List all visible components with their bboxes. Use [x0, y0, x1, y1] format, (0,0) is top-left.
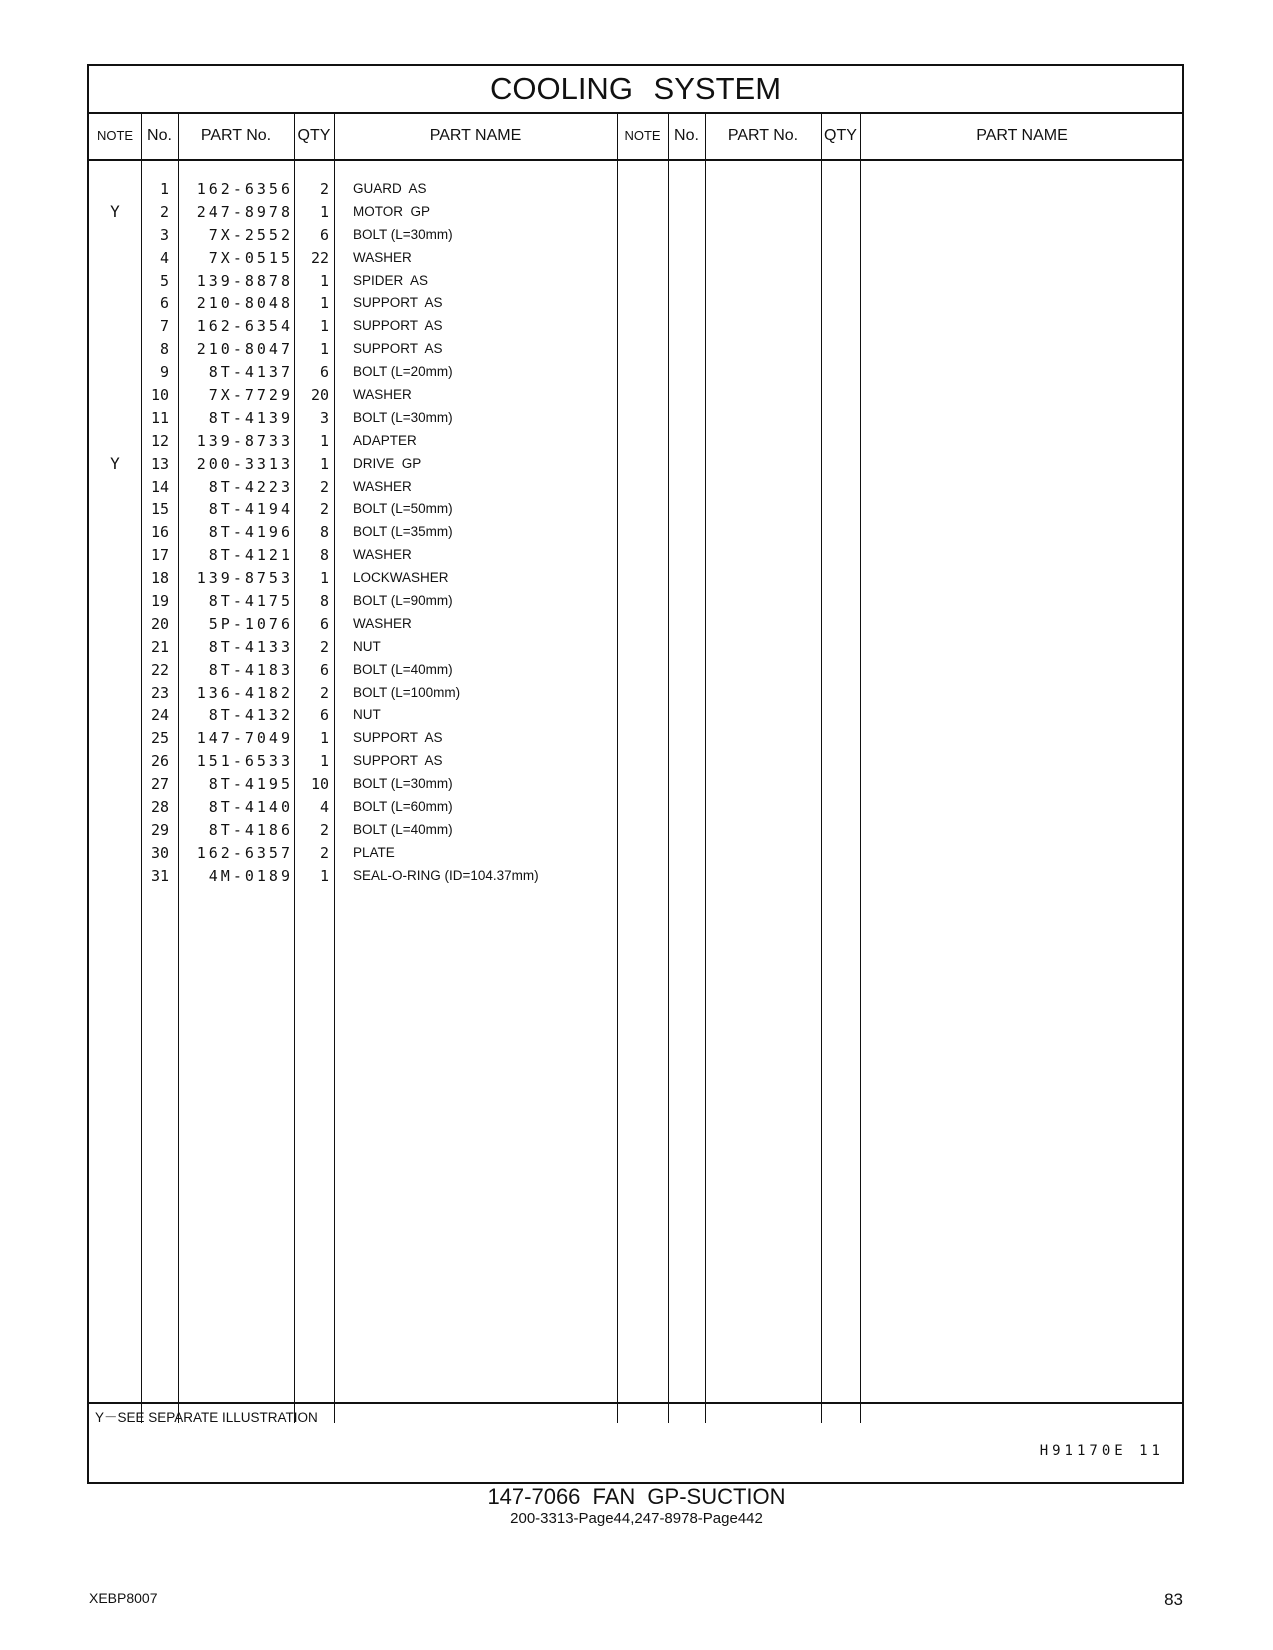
part-name: WASHER	[353, 387, 412, 403]
part-qty: 2	[319, 500, 329, 519]
part-number: 7X-7729	[208, 386, 293, 405]
table-row	[89, 727, 1186, 750]
part-note	[89, 704, 141, 727]
part-name: BOLT (L=100mm)	[353, 684, 461, 700]
part-qty: 1	[319, 202, 329, 221]
part-name: SUPPORT AS	[353, 753, 443, 769]
part-number: 8T-4183	[208, 660, 293, 679]
header-part-no-right: PART No.	[727, 127, 799, 144]
part-name: MOTOR GP	[353, 203, 431, 219]
part-qty: 4	[319, 798, 329, 817]
part-item-no: 25	[150, 729, 169, 748]
part-number: 5P-1076	[208, 614, 293, 633]
page-number: 83	[1164, 1590, 1183, 1609]
part-qty: 22	[310, 248, 329, 267]
page-title: COOLING SYSTEM	[89, 66, 1182, 114]
part-note	[89, 727, 141, 750]
part-item-no: 27	[150, 775, 169, 794]
part-note	[89, 361, 141, 384]
part-number: 200-3313	[196, 454, 293, 473]
part-qty: 3	[319, 408, 329, 427]
table-row	[89, 361, 1186, 384]
part-name: NUT	[353, 638, 381, 654]
part-note	[89, 682, 141, 705]
header-part-name-right: PART NAME	[976, 127, 1068, 144]
part-item-no: 9	[159, 363, 169, 382]
part-item-no: 29	[150, 820, 169, 839]
table-row	[89, 613, 1186, 636]
part-qty: 1	[319, 431, 329, 450]
part-note	[89, 819, 141, 842]
part-number: 147-7049	[196, 729, 293, 748]
part-item-no: 26	[150, 752, 169, 771]
part-note	[89, 338, 141, 361]
part-name: SPIDER AS	[353, 272, 429, 288]
table-row	[89, 521, 1186, 544]
part-item-no: 22	[150, 660, 169, 679]
part-qty: 6	[319, 706, 329, 725]
part-note	[89, 521, 141, 544]
part-name: GUARD AS	[353, 181, 427, 196]
header-qty-right: QTY	[824, 127, 857, 144]
part-number: 162-6356	[196, 180, 293, 198]
part-note	[89, 476, 141, 499]
part-qty: 8	[319, 592, 329, 611]
part-number: 8T-4121	[208, 546, 293, 565]
table-row	[89, 865, 1186, 888]
table-row	[89, 430, 1186, 453]
part-note	[89, 430, 141, 453]
table-row	[89, 498, 1186, 521]
header-no-right: No.	[674, 127, 699, 144]
part-number: 8T-4175	[208, 592, 293, 611]
table-row	[89, 842, 1186, 865]
part-number: 139-8733	[196, 431, 293, 450]
table-row	[89, 247, 1186, 270]
part-qty: 8	[319, 546, 329, 565]
part-name: SEAL-O-RING (ID=104.37mm)	[353, 867, 539, 883]
footer-divider	[89, 1402, 1182, 1404]
table-row	[89, 750, 1186, 773]
table-row	[89, 453, 1186, 476]
part-item-no: 4	[159, 248, 169, 267]
part-item-no: 21	[150, 637, 169, 656]
part-note	[89, 865, 141, 888]
part-item-no: 7	[159, 317, 169, 336]
part-item-no: 11	[150, 408, 169, 427]
table-row	[89, 819, 1186, 842]
part-qty: 1	[319, 294, 329, 313]
part-item-no: 24	[150, 706, 169, 725]
part-note	[89, 544, 141, 567]
part-qty: 1	[319, 340, 329, 359]
part-qty: 10	[310, 775, 329, 794]
part-note	[89, 636, 141, 659]
table-header	[89, 113, 1182, 161]
part-name: DRIVE GP	[353, 455, 422, 471]
table-row	[89, 292, 1186, 315]
table-row	[89, 224, 1186, 247]
table-row	[89, 476, 1186, 499]
part-note	[89, 270, 141, 293]
part-item-no: 15	[150, 500, 169, 519]
table-row	[89, 659, 1186, 682]
table-row	[89, 544, 1186, 567]
header-part-no-left: PART No.	[200, 127, 272, 144]
table-row	[89, 636, 1186, 659]
caption-title: 147-7066 FAN GP-SUCTION	[487, 1484, 786, 1509]
part-number: 8T-4195	[208, 775, 293, 794]
part-name: LOCKWASHER	[353, 570, 449, 586]
part-note	[89, 796, 141, 819]
part-number: 8T-4137	[208, 363, 293, 382]
part-note	[89, 613, 141, 636]
parts-list	[89, 178, 1186, 888]
part-qty: 1	[319, 454, 329, 473]
part-number: 139-8753	[196, 569, 293, 588]
table-row	[89, 590, 1186, 613]
part-qty: 20	[310, 386, 329, 405]
part-item-no: 12	[150, 431, 169, 450]
part-name: BOLT (L=30mm)	[353, 776, 453, 792]
part-qty: 1	[319, 317, 329, 336]
part-number: 4M-0189	[208, 866, 293, 885]
header-part-name-left: PART NAME	[429, 127, 522, 144]
sheet-code: H91170E 11	[1039, 1443, 1164, 1459]
part-note	[89, 842, 141, 865]
part-note	[89, 292, 141, 315]
part-qty: 1	[319, 866, 329, 885]
part-note: Y	[110, 201, 120, 221]
header-note-right: NOTE	[624, 128, 661, 143]
part-note	[89, 659, 141, 682]
part-note	[89, 498, 141, 521]
part-item-no: 20	[150, 614, 169, 633]
document-code: XEBP8007	[89, 1590, 158, 1606]
table-row	[89, 315, 1186, 338]
part-name: ADAPTER	[353, 432, 417, 448]
part-item-no: 17	[150, 546, 169, 565]
part-name: BOLT (L=40mm)	[353, 821, 453, 837]
part-name: WASHER	[353, 249, 412, 265]
part-qty: 1	[319, 729, 329, 748]
part-number: 162-6357	[196, 843, 293, 862]
part-qty: 2	[319, 180, 329, 198]
part-qty: 2	[319, 683, 329, 702]
part-name: WASHER	[353, 615, 412, 631]
table-row	[89, 338, 1186, 361]
part-note	[89, 315, 141, 338]
part-note	[89, 590, 141, 613]
part-name: NUT	[353, 707, 381, 723]
part-item-no: 16	[150, 523, 169, 542]
part-item-no: 23	[150, 683, 169, 702]
part-item-no: 10	[150, 386, 169, 405]
part-item-no: 14	[150, 477, 169, 496]
table-row	[89, 773, 1186, 796]
part-note: Y	[110, 453, 120, 473]
part-note	[89, 178, 141, 201]
table-row	[89, 682, 1186, 705]
parts-table-frame	[87, 64, 1184, 1484]
table-row	[89, 201, 1186, 224]
table-row	[89, 407, 1186, 430]
table-row	[89, 384, 1186, 407]
part-item-no: 31	[150, 866, 169, 885]
part-qty: 6	[319, 225, 329, 244]
part-name: BOLT (L=20mm)	[353, 364, 453, 380]
part-note	[89, 407, 141, 430]
part-name: BOLT (L=60mm)	[353, 799, 453, 815]
part-item-no: 3	[159, 225, 169, 244]
part-note	[89, 224, 141, 247]
table-row	[89, 178, 1186, 201]
part-number: 162-6354	[196, 317, 293, 336]
part-item-no: 6	[159, 294, 169, 313]
part-name: BOLT (L=90mm)	[353, 593, 453, 609]
part-qty: 6	[319, 614, 329, 633]
part-name: SUPPORT AS	[353, 318, 443, 334]
part-note	[89, 750, 141, 773]
part-number: 8T-4132	[208, 706, 293, 725]
part-qty: 8	[319, 523, 329, 542]
part-name: WASHER	[353, 478, 412, 494]
table-row	[89, 567, 1186, 590]
part-qty: 2	[319, 477, 329, 496]
header-note-left: NOTE	[96, 128, 134, 143]
part-item-no: 28	[150, 798, 169, 817]
header-qty-left: QTY	[297, 127, 331, 144]
part-name: SUPPORT AS	[353, 295, 443, 311]
part-item-no: 1	[159, 180, 169, 198]
part-qty: 6	[319, 363, 329, 382]
part-note	[89, 773, 141, 796]
table-row	[89, 704, 1186, 727]
part-qty: 2	[319, 637, 329, 656]
part-name: PLATE	[353, 844, 395, 860]
part-qty: 1	[319, 752, 329, 771]
part-name: BOLT (L=30mm)	[353, 409, 453, 425]
header-no-left: No.	[147, 127, 172, 144]
part-qty: 2	[319, 843, 329, 862]
table-row	[89, 796, 1186, 819]
part-name: BOLT (L=40mm)	[353, 661, 453, 677]
part-number: 136-4182	[196, 683, 293, 702]
part-qty: 1	[319, 569, 329, 588]
part-number: 8T-4139	[208, 408, 293, 427]
part-item-no: 5	[159, 271, 169, 290]
part-item-no: 19	[150, 592, 169, 611]
part-name: WASHER	[353, 547, 412, 563]
part-qty: 1	[319, 271, 329, 290]
part-number: 7X-0515	[208, 248, 293, 267]
part-number: 8T-4223	[208, 477, 293, 496]
part-item-no: 2	[159, 202, 169, 221]
part-number: 7X-2552	[208, 225, 293, 244]
part-number: 8T-4140	[208, 798, 293, 817]
part-qty: 2	[319, 820, 329, 839]
part-item-no: 13	[150, 454, 169, 473]
caption-subtitle: 200-3313-Page44,247-8978-Page442	[510, 1510, 763, 1527]
part-number: 210-8047	[196, 340, 293, 359]
part-name: BOLT (L=30mm)	[353, 226, 453, 242]
part-name: BOLT (L=50mm)	[353, 501, 453, 517]
part-name: BOLT (L=35mm)	[353, 524, 453, 540]
table-row	[89, 270, 1186, 293]
part-note	[89, 247, 141, 270]
part-number: 8T-4186	[208, 820, 293, 839]
part-name: SUPPORT AS	[353, 730, 443, 746]
part-number: 8T-4194	[208, 500, 293, 519]
part-qty: 6	[319, 660, 329, 679]
part-item-no: 18	[150, 569, 169, 588]
part-item-no: 8	[159, 340, 169, 359]
part-note	[89, 384, 141, 407]
part-number: 210-8048	[196, 294, 293, 313]
part-note	[89, 567, 141, 590]
part-number: 8T-4133	[208, 637, 293, 656]
part-number: 151-6533	[196, 752, 293, 771]
part-number: 8T-4196	[208, 523, 293, 542]
part-name: SUPPORT AS	[353, 341, 443, 357]
legend-note: Y－SEE SEPARATE ILLUSTRATION	[95, 1410, 318, 1425]
part-number: 139-8878	[196, 271, 293, 290]
part-number: 247-8978	[196, 202, 293, 221]
part-item-no: 30	[150, 843, 169, 862]
